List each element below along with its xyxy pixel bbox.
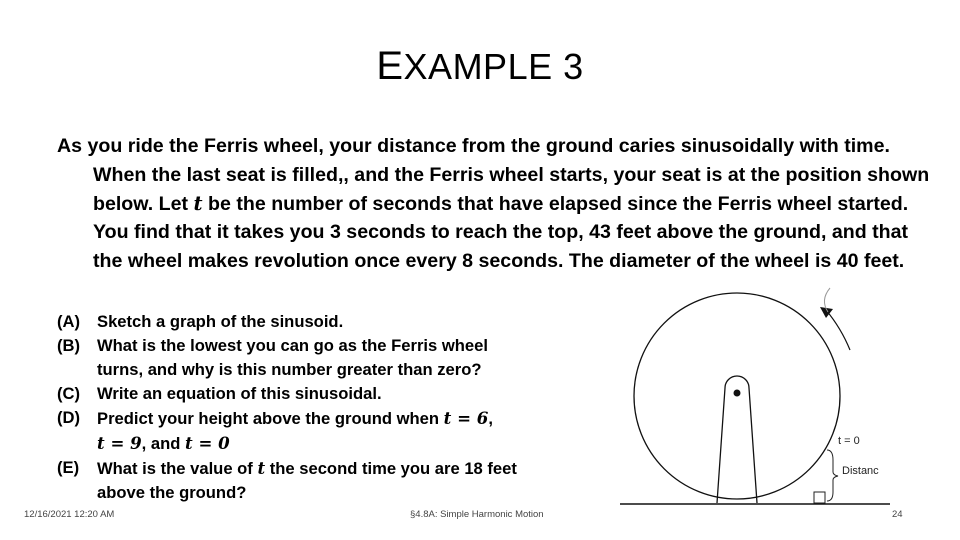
question-e: (E) What is the value of t the second time you are 18 feet above the ground? — [57, 458, 517, 502]
distance-brace — [827, 450, 838, 501]
variable-t: t — [193, 191, 203, 215]
t-zero-label: t = 0 — [838, 435, 860, 447]
question-list — [57, 310, 537, 505]
footer-section: §4.8A: Simple Harmonic Motion — [410, 509, 544, 520]
question-d: (D) Predict your height above the ground when t = 6, t = 9, and t = 0 — [57, 408, 493, 453]
question-c: (C) Write an equation of this sinusoidal. — [57, 384, 382, 403]
ferris-wheel-figure — [614, 276, 894, 512]
seat-box — [814, 492, 825, 503]
distance-label: Distanc — [842, 465, 879, 477]
slide-title: EXAMPLE 3 — [376, 44, 584, 88]
wheel-hub — [734, 390, 741, 397]
slide-number: 24 — [892, 509, 903, 520]
question-a: (A) Sketch a graph of the sinusoid. — [57, 312, 344, 331]
rotation-arrow — [826, 310, 850, 350]
footer-date: 12/16/2021 12:20 AM — [24, 509, 115, 520]
question-b: (B) What is the lowest you can go as the Ferris wheel turns, and why is this number greater than zero? — [57, 336, 488, 379]
problem-statement: As you ride the Ferris wheel, your distance from the ground caries sinusoidally with time. When the last seat is filled,, and the Ferris wheel starts, your seat is at the position shown below. Let t be the number of seconds that have elapsed since the Ferris wheel started. You find that it takes you 3 seconds to reach the top, 43 feet above the ground, and that the wheel makes revolution once every 8 seconds. The diameter of the wheel is 40 feet. — [57, 135, 930, 273]
